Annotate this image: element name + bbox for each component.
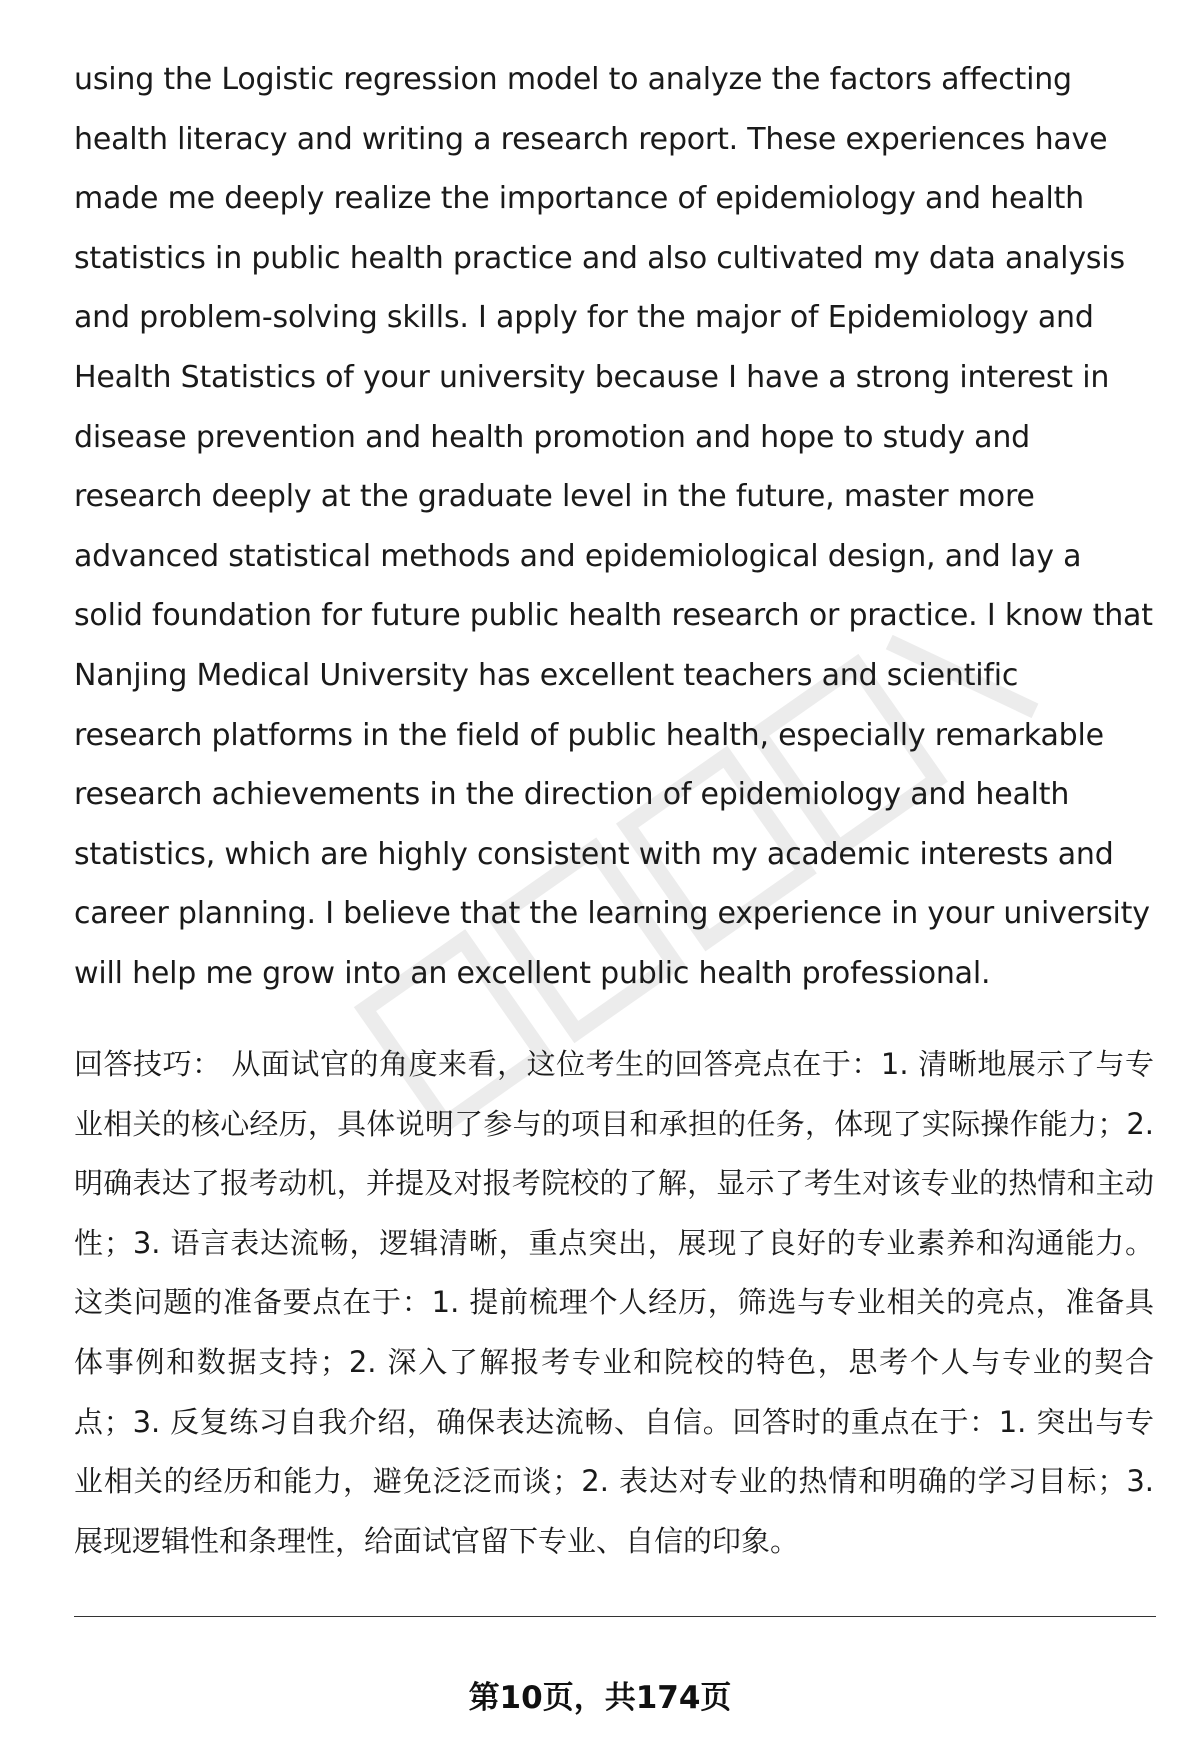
footer-divider <box>74 1616 1156 1617</box>
answer-english-paragraph: using the Logistic regression model to analyze the factors affecting health literacy and writing a research report. These experiences have made me deeply realize the importance of epidemiology and health statistics in public health practice and also cultivated my data analysis and problem-solving skills. I apply for the major of Epidemiology and Health Statistics of your university because I have a strong interest in disease prevention and health promotion and hope to study and research deeply at the graduate level in the future, master more advanced statistical methods and epidemiological design, and lay a solid foundation for future public health research or practice. I know that Nanjing Medical University has excellent teachers and scientific research platforms in the field of public health, especially remarkable research achievements in the direction of epidemiology and health statistics, which are highly consistent with my academic interests and career planning. I believe that the learning experience in your university will help me grow into an excellent public health professional. <box>74 62 1153 991</box>
page-number: 第10页，共174页 <box>468 1680 732 1716</box>
answer-tips-paragraph: 回答技巧： 从面试官的角度来看，这位考生的回答亮点在于：1. 清晰地展示了与专业相关的核心经历，具体说明了参与的项目和承担的任务，体现了实际操作能力；2. 明确表达了报考动机，并提及对报考院校的了解，显示了考生对该专业的热情和主动性；3. 语言表达流畅，逻辑清晰，重点突出，展现了良好的专业素养和沟通能力。这类问题的准备要点在于：1. 提前梳理个人经历，筛选与专业相关的亮点，准备具体事例和数据支持；2. 深入了解报考专业和院校的特色，思考个人与专业的契合点；3. 反复练习自我介绍，确保表达流畅、自信。回答时的重点在于：1. 突出与专业相关的经历和能力，避免泛泛而谈；2. 表达对专业的热情和明确的学习目标；3. 展现逻辑性和条理性，给面试官留下专业、自信的印象。 <box>74 1047 1154 1558</box>
